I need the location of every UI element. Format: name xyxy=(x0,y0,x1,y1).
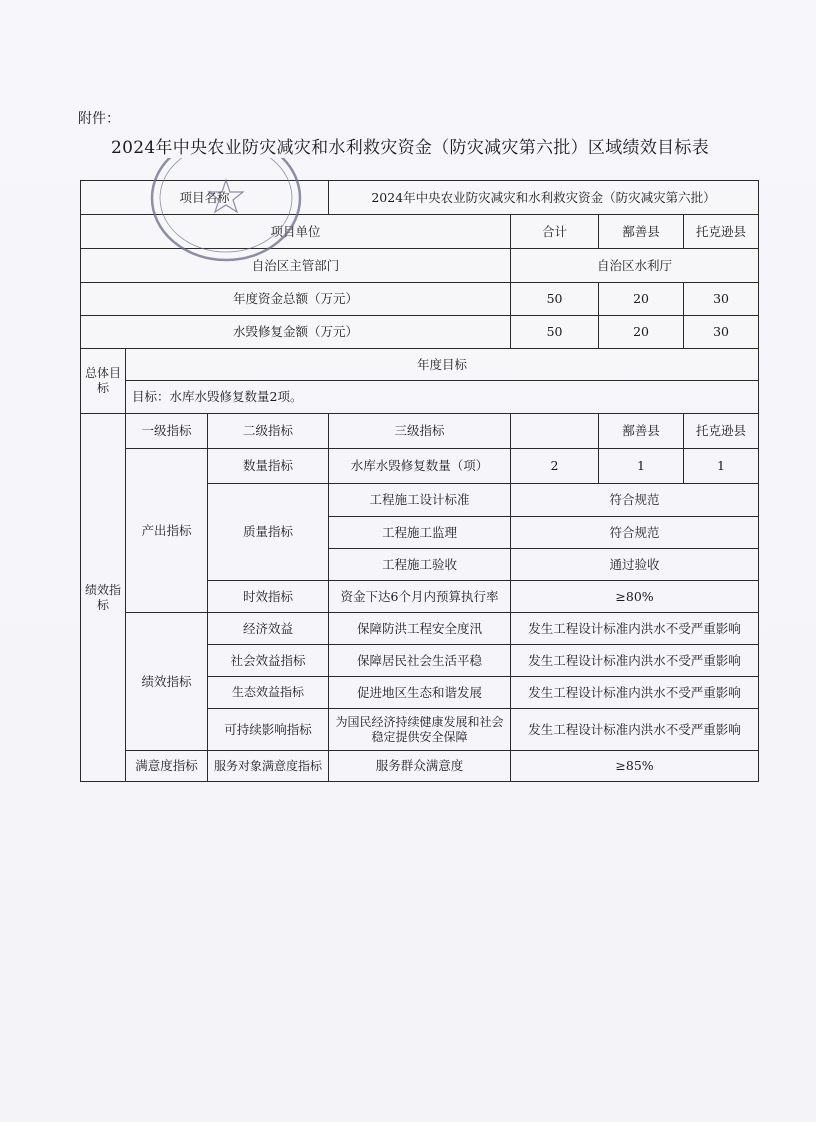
col-total: 合计 xyxy=(511,215,599,249)
quality-indicator-label: 质量指标 xyxy=(208,484,329,581)
page-title: 2024年中央农业防灾减灾和水利救灾资金（防灾减灾第六批）区域绩效目标表 xyxy=(110,138,710,158)
quality-item-name: 工程施工监理 xyxy=(329,517,511,549)
quality-item-name: 工程施工验收 xyxy=(329,549,511,581)
effect-level2: 生态效益指标 xyxy=(208,677,329,709)
annual-goal-label: 年度目标 xyxy=(126,349,759,381)
satisfaction-level3: 服务群众满意度 xyxy=(329,751,511,782)
quantity-total: 2 xyxy=(511,449,599,484)
annual-goal-text: 目标：水库水毁修复数量2项。 xyxy=(126,381,759,414)
row-department xyxy=(81,249,759,283)
satisfaction-level2: 服务对象满意度指标 xyxy=(208,751,329,782)
row-project-unit xyxy=(81,215,759,249)
effect-level3: 保障居民社会生活平稳 xyxy=(329,645,511,677)
effect-level3: 为国民经济持续健康发展和社会稳定提供安全保障 xyxy=(329,709,511,751)
annual-total-county2: 30 xyxy=(684,283,759,316)
perf-indicator-label: 绩效指标 xyxy=(81,414,126,782)
annual-total-sum: 50 xyxy=(511,283,599,316)
header-county1: 鄯善县 xyxy=(599,414,684,449)
timeliness-indicator-label: 时效指标 xyxy=(208,581,329,613)
quantity-indicator-label: 数量指标 xyxy=(208,449,329,484)
annual-total-county1: 20 xyxy=(599,283,684,316)
header-level2: 二级指标 xyxy=(208,414,329,449)
effect-value: 发生工程设计标准内洪水不受严重影响 xyxy=(511,645,759,677)
effect-level3: 促进地区生态和谐发展 xyxy=(329,677,511,709)
row-annual-goal-text xyxy=(81,381,759,414)
col-county1: 鄯善县 xyxy=(599,215,684,249)
quality-item-value: 符合规范 xyxy=(511,517,759,549)
row-annual-total xyxy=(81,283,759,316)
quantity-county2: 1 xyxy=(684,449,759,484)
project-name-label: 项目名称 xyxy=(81,181,329,215)
quality-item-value: 符合规范 xyxy=(511,484,759,517)
header-level3: 三级指标 xyxy=(329,414,511,449)
quality-item-name: 工程施工设计标准 xyxy=(329,484,511,517)
timeliness-item: 资金下达6个月内预算执行率 xyxy=(329,581,511,613)
satisfaction-indicator-label: 满意度指标 xyxy=(126,751,208,782)
effect-indicator-label: 绩效指标 xyxy=(126,613,208,751)
attachment-label: 附件： xyxy=(78,111,120,127)
repair-county1: 20 xyxy=(599,316,684,349)
performance-target-table xyxy=(80,180,759,782)
effect-level2: 社会效益指标 xyxy=(208,645,329,677)
quantity-item: 水库水毁修复数量（项） xyxy=(329,449,511,484)
overall-target-label: 总体目标 xyxy=(81,349,126,414)
repair-sum: 50 xyxy=(511,316,599,349)
dept-value: 自治区水利厅 xyxy=(511,249,759,283)
repair-label: 水毁修复金额（万元） xyxy=(81,316,511,349)
timeliness-value: ≥80% xyxy=(511,581,759,613)
quantity-county1: 1 xyxy=(599,449,684,484)
row-effect-economic xyxy=(81,613,759,645)
quality-item-value: 通过验收 xyxy=(511,549,759,581)
header-level1: 一级指标 xyxy=(126,414,208,449)
unit-label: 项目单位 xyxy=(81,215,511,249)
row-project-name xyxy=(81,181,759,215)
effect-level2: 经济效益 xyxy=(208,613,329,645)
output-indicator-label: 产出指标 xyxy=(126,449,208,613)
row-satisfaction xyxy=(81,751,759,782)
satisfaction-value: ≥85% xyxy=(511,751,759,782)
annual-total-label: 年度资金总额（万元） xyxy=(81,283,511,316)
effect-level3: 保障防洪工程安全度汛 xyxy=(329,613,511,645)
col-county2: 托克逊县 xyxy=(684,215,759,249)
header-county2: 托克逊县 xyxy=(684,414,759,449)
row-indicator-header xyxy=(81,414,759,449)
dept-label: 自治区主管部门 xyxy=(81,249,511,283)
effect-level2: 可持续影响指标 xyxy=(208,709,329,751)
project-name-value: 2024年中央农业防灾减灾和水利救灾资金（防灾减灾第六批） xyxy=(329,181,759,215)
effect-value: 发生工程设计标准内洪水不受严重影响 xyxy=(511,709,759,751)
row-annual-goal-header xyxy=(81,349,759,381)
effect-value: 发生工程设计标准内洪水不受严重影响 xyxy=(511,613,759,645)
header-blank xyxy=(511,414,599,449)
row-quantity xyxy=(81,449,759,484)
repair-county2: 30 xyxy=(684,316,759,349)
row-repair-amount xyxy=(81,316,759,349)
effect-value: 发生工程设计标准内洪水不受严重影响 xyxy=(511,677,759,709)
